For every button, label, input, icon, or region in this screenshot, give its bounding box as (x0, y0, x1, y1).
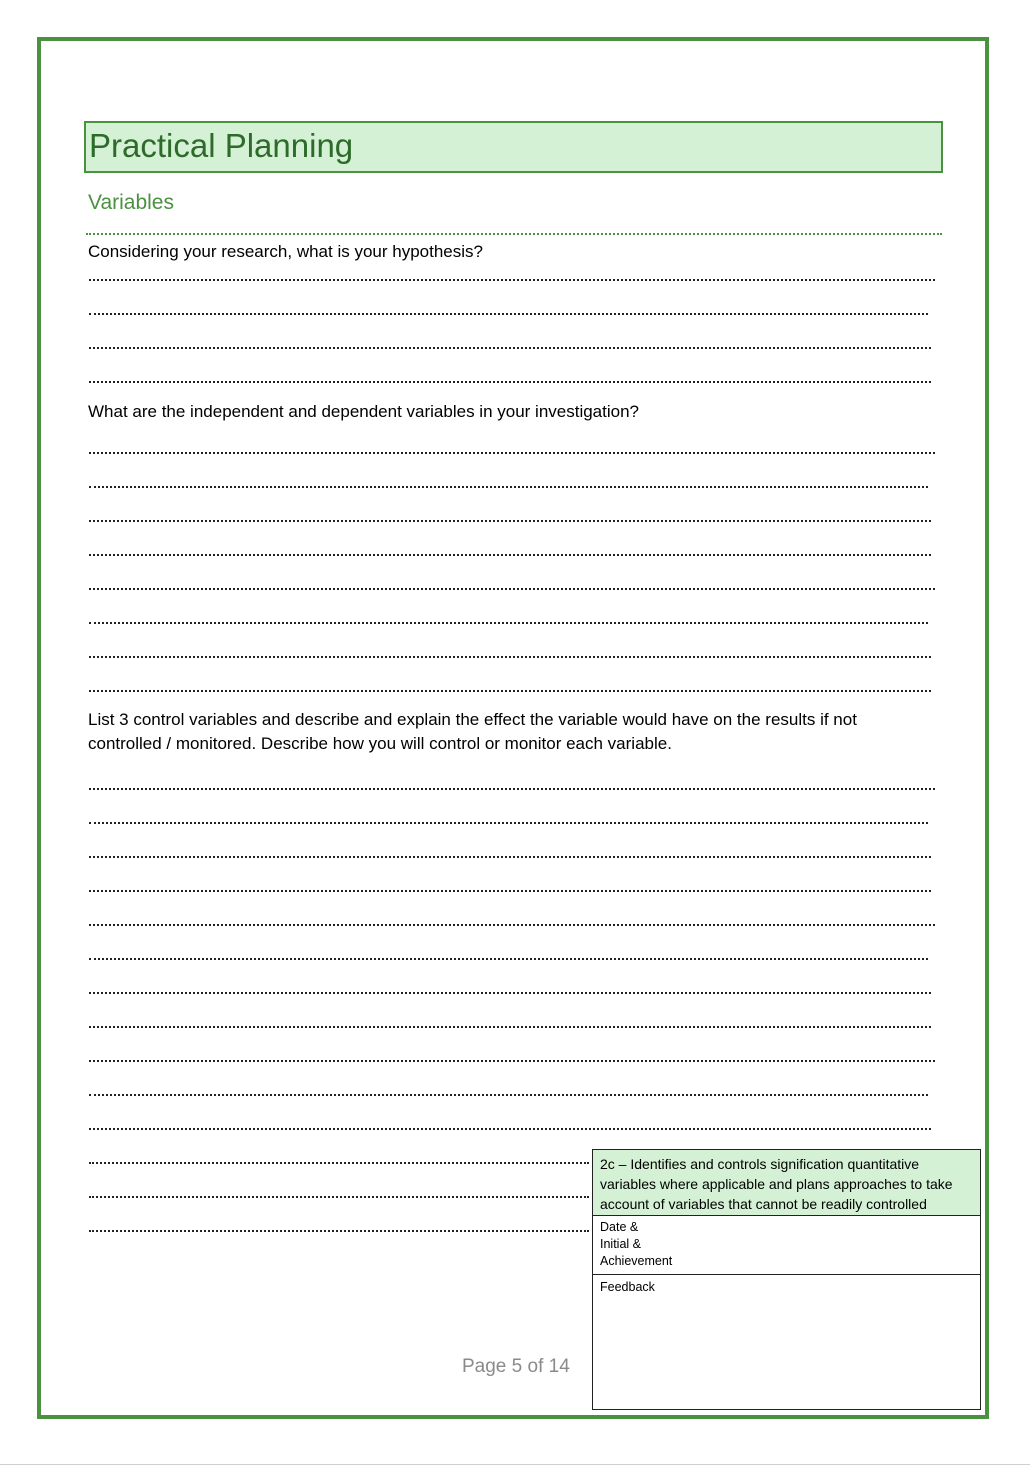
assessment-table (592, 1149, 981, 1410)
answer-line[interactable] (89, 690, 931, 692)
page-number: Page 5 of 14 (462, 1356, 570, 1377)
answer-line[interactable] (89, 1094, 928, 1096)
answer-line[interactable] (89, 1060, 935, 1062)
answer-line[interactable] (89, 381, 931, 383)
question-control-variables: List 3 control variables and describe and explain the effect the variable would have on the results if not controlled / monitored. Describe how you will control or monitor each variable. (88, 710, 857, 753)
answer-line[interactable] (89, 520, 931, 522)
answer-line[interactable] (89, 822, 928, 824)
answer-line[interactable] (89, 856, 931, 858)
assessment-criterion: 2c – Identifies and controls signification quantitative variables where applicable and plans approaches to take account of variables that cannot be readily controlled (593, 1150, 980, 1216)
answer-line[interactable] (89, 313, 928, 315)
title-banner (84, 121, 943, 173)
date-label: Date & (600, 1220, 639, 1234)
feedback-cell[interactable] (593, 1275, 980, 1409)
answer-line[interactable] (89, 1196, 589, 1198)
feedback-label: Feedback (600, 1280, 655, 1294)
question-hypothesis: Considering your research, what is your hypothesis? (88, 242, 483, 261)
answer-line[interactable] (89, 588, 935, 590)
answer-line[interactable] (89, 890, 931, 892)
answer-line[interactable] (89, 452, 935, 454)
answer-line[interactable] (89, 958, 928, 960)
section-heading: Variables (88, 191, 174, 214)
answer-line[interactable] (89, 279, 935, 281)
viewer-bottom-edge (0, 1464, 1030, 1465)
answer-line[interactable] (89, 1162, 589, 1164)
answer-line[interactable] (89, 486, 928, 488)
answer-line[interactable] (89, 347, 931, 349)
answer-line[interactable] (89, 656, 931, 658)
question-variables: What are the independent and dependent variables in your investigation? (88, 402, 639, 421)
answer-line[interactable] (89, 622, 928, 624)
answer-line[interactable] (89, 788, 935, 790)
answer-line[interactable] (89, 992, 931, 994)
answer-line[interactable] (89, 924, 935, 926)
answer-line[interactable] (89, 1230, 589, 1232)
initial-label: Initial & (600, 1237, 641, 1251)
section-divider (86, 233, 942, 235)
date-initial-achievement-cell[interactable] (593, 1216, 980, 1275)
answer-line[interactable] (89, 1026, 931, 1028)
answer-line[interactable] (89, 1128, 931, 1130)
page-title: Practical Planning (89, 127, 354, 164)
answer-line[interactable] (89, 554, 931, 556)
achievement-label: Achievement (600, 1254, 673, 1268)
